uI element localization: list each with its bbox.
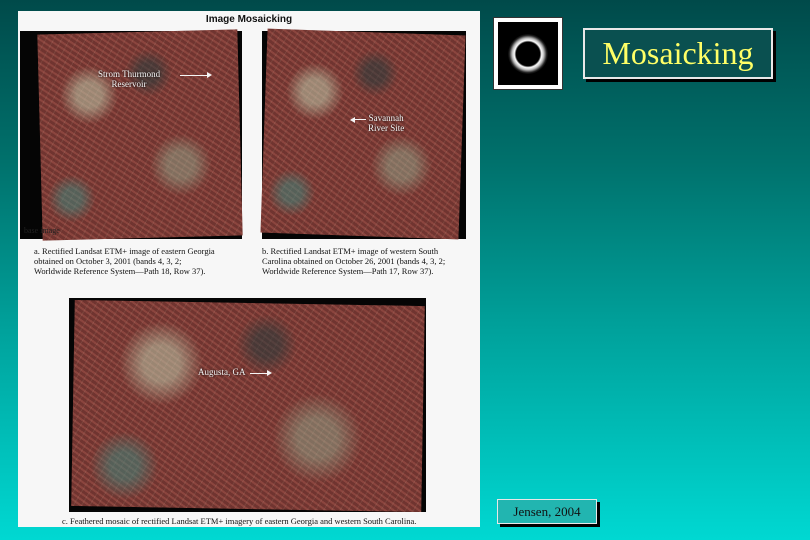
panel-c-satellite-image	[71, 300, 425, 512]
credit-box	[497, 499, 597, 524]
panel-c-caption: c. Feathered mosaic of rectified Landsat ETM+ imagery of eastern Georgia and western South Carolina.	[62, 516, 417, 526]
panel-c-arrow	[250, 373, 268, 374]
panel-b-arrow	[354, 119, 366, 120]
slide-title: Mosaicking	[602, 35, 754, 71]
figure-title: Image Mosaicking	[205, 14, 293, 25]
slide-title-box	[583, 28, 773, 79]
panel-a-satellite-image	[37, 29, 242, 240]
panel-c-annotation: Augusta, GA	[198, 367, 246, 377]
eclipse-thumbnail	[493, 17, 563, 90]
panel-b-annotation: Savannah River Site	[368, 113, 405, 133]
panel-a-annotation: Strom Thurmond Reservoir	[98, 69, 161, 89]
mosaic-figure	[18, 11, 480, 527]
panel-a-caption: a. Rectified Landsat ETM+ image of eastern Georgia obtained on October 3, 2001 (bands 4, 3, 2; Worldwide Reference System—Path 18, Row 37).	[34, 246, 215, 276]
credit-text: Jensen, 2004	[513, 503, 581, 519]
panel-b-satellite-image	[261, 29, 466, 240]
base-image-label: base image	[24, 226, 60, 235]
panel-b-caption: b. Rectified Landsat ETM+ image of western South Carolina obtained on October 26, 2001 (bands 4, 3, 2; Worldwide Reference System—Path 17, Row 37).	[262, 246, 446, 276]
solar-eclipse-icon	[508, 34, 548, 74]
panel-a-arrow	[180, 75, 208, 76]
